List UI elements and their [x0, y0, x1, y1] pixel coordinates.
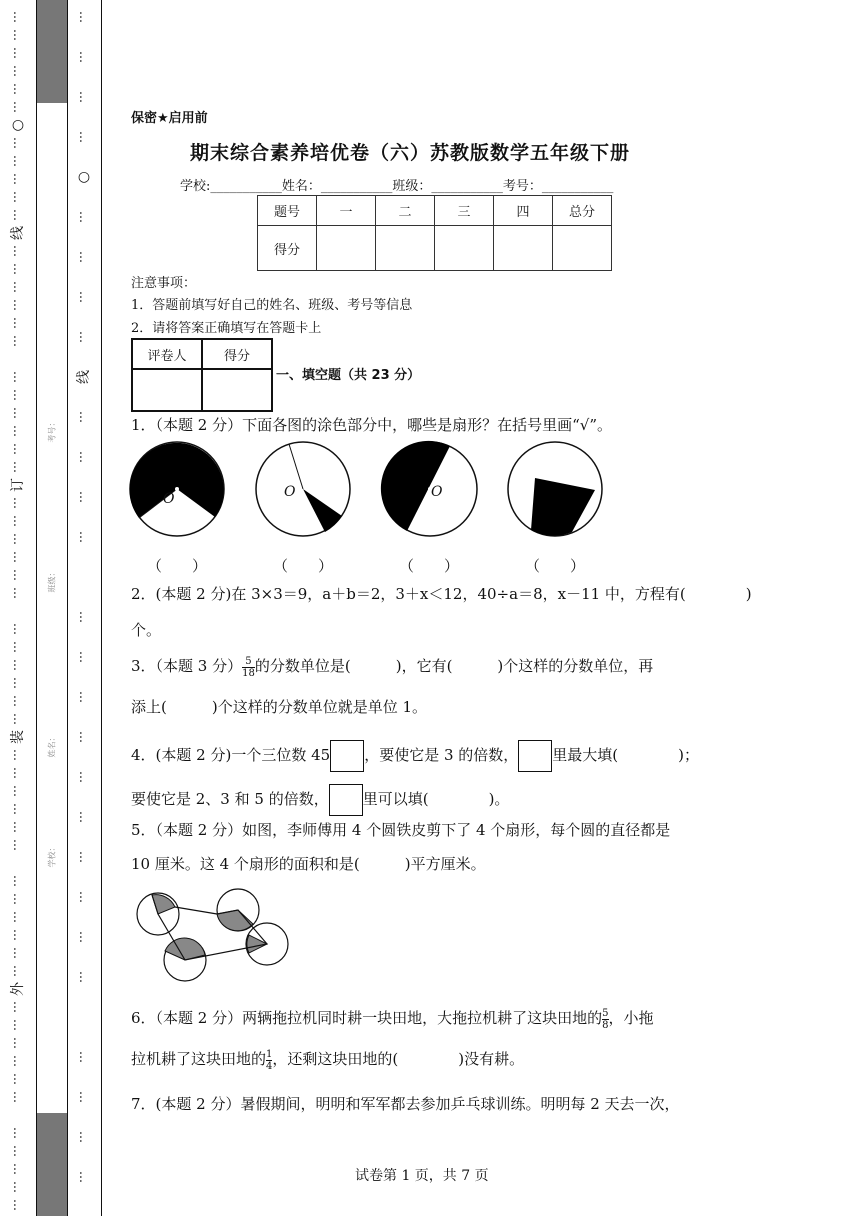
score-cell[interactable]: [376, 226, 435, 271]
fraction: [242, 656, 255, 679]
binding-dot: …: [11, 461, 25, 473]
binding-label: 线: [10, 226, 26, 240]
binding-dot: …: [11, 533, 25, 545]
digit-box[interactable]: [518, 740, 552, 772]
binding-dot: …: [11, 155, 25, 167]
question-6: [131, 1007, 654, 1031]
score-cell[interactable]: [435, 226, 494, 271]
score-cell[interactable]: [317, 226, 376, 271]
binding-dot: …: [11, 1199, 25, 1211]
binding-dot: …: [77, 251, 91, 263]
binding-dot: …: [77, 11, 91, 23]
secret-mark: 保密★启用前: [131, 111, 208, 126]
binding-dot: …: [11, 749, 25, 761]
binding-dot: …: [11, 551, 25, 563]
binding-edge-line: [101, 0, 102, 1216]
binding-dot: …: [77, 931, 91, 943]
digit-box[interactable]: [330, 740, 364, 772]
grader-score-cell[interactable]: [202, 369, 272, 411]
binding-dot: …: [11, 821, 25, 833]
q1-answer-blank[interactable]: （ ）: [399, 557, 460, 575]
q4-line2-post: 里可以填( )。: [362, 790, 510, 808]
score-cell[interactable]: [494, 226, 553, 271]
binding-dot: …: [11, 1073, 25, 1085]
binding-dot: …: [11, 47, 25, 59]
binding-dot: …: [11, 101, 25, 113]
binding-dot: …: [77, 891, 91, 903]
binding-border-line: [36, 0, 37, 1216]
binding-dot: …: [11, 1127, 25, 1139]
binding-dot: …: [11, 767, 25, 779]
binding-margin: [0, 0, 110, 1216]
binding-dot: …: [11, 389, 25, 401]
note-item: 2．请将答案正确填写在答题卡上: [131, 321, 322, 336]
binding-dot: …: [77, 331, 91, 343]
q1-figure-2: [256, 442, 350, 536]
question-3: [131, 655, 653, 679]
q5-figure: [125, 880, 295, 990]
question-3-cont: 添上( )个这样的分数单位就是单位 1。: [131, 698, 428, 716]
binding-dot: …: [11, 785, 25, 797]
binding-dot: …: [11, 1145, 25, 1157]
q3-prefix: 3．（本题 3 分）: [131, 657, 243, 675]
q1-answer-blank[interactable]: （ ）: [273, 557, 334, 575]
binding-dot: …: [77, 1051, 91, 1063]
binding-dot: …: [11, 497, 25, 509]
binding-label: 订: [10, 478, 26, 492]
score-header-cell: 一: [317, 196, 376, 226]
binding-dot: …: [77, 211, 91, 223]
gray-band-bottom: [37, 1113, 67, 1216]
q1-figure-1: [130, 442, 224, 536]
binding-dot: …: [11, 947, 25, 959]
binding-circle-mark: ○: [11, 117, 25, 133]
binding-dot: …: [77, 91, 91, 103]
fraction-denominator: 8: [602, 1019, 609, 1031]
score-row-label: 得分: [258, 226, 317, 271]
q4-prefix: 4．(本题 2 分)一个三位数 45: [131, 746, 331, 764]
section-title: 一、填空题（共 23 分）: [276, 368, 421, 383]
score-header-cell: 四: [494, 196, 553, 226]
binding-dot: …: [77, 1091, 91, 1103]
binding-dot: …: [11, 929, 25, 941]
binding-dot: …: [77, 51, 91, 63]
binding-dot: …: [11, 569, 25, 581]
binding-dot: …: [11, 209, 25, 221]
binding-inner-border: [67, 0, 68, 1216]
grader-label: 评卷人: [132, 339, 202, 369]
binding-dot: …: [11, 515, 25, 527]
fraction-numerator: 5: [242, 656, 255, 668]
binding-dot: …: [11, 965, 25, 977]
gray-band-top: [37, 0, 67, 103]
binding-dot: …: [11, 137, 25, 149]
q4-mid: ，要使它是 3 的倍数，: [364, 746, 519, 764]
binding-dot: …: [11, 317, 25, 329]
fraction-numerator: 5: [602, 1007, 609, 1019]
binding-dot: …: [11, 875, 25, 887]
binding-dot: …: [11, 29, 25, 41]
binding-dot: …: [77, 451, 91, 463]
binding-dot: …: [77, 1131, 91, 1143]
grader-score-label: 得分: [202, 339, 272, 369]
circle-center-label: O: [163, 491, 175, 507]
question-4-cont: [131, 784, 509, 816]
binding-dot: …: [11, 299, 25, 311]
binding-dot: …: [11, 371, 25, 383]
q4-line2-prefix: 要使它是 2、3 和 5 的倍数，: [131, 790, 329, 808]
circle-center-label: O: [431, 484, 443, 500]
binding-dot: …: [77, 771, 91, 783]
q1-answer-blank[interactable]: （ ）: [147, 557, 208, 575]
question-1: 1．（本题 2 分）下面各图的涂色部分中，哪些是扇形？在括号里画“√”。: [131, 416, 613, 434]
score-cell[interactable]: [553, 226, 612, 271]
fraction-denominator: 4: [266, 1060, 273, 1072]
binding-dot: …: [11, 245, 25, 257]
binding-label: 线: [76, 370, 92, 384]
score-header-cell: 总分: [553, 196, 612, 226]
exam-title: 期末综合素养培优卷（六）苏教版数学五年级下册: [190, 142, 631, 164]
notes-heading: 注意事项：: [131, 276, 197, 291]
binding-dot: …: [11, 65, 25, 77]
score-header-cell: 二: [376, 196, 435, 226]
binding-dot: …: [11, 713, 25, 725]
binding-dot: …: [11, 1163, 25, 1175]
binding-dot: …: [11, 191, 25, 203]
binding-dot: …: [11, 281, 25, 293]
binding-dot: …: [77, 651, 91, 663]
question-4: [131, 740, 699, 772]
faint-label-xuexiao: 学校：: [47, 843, 57, 868]
faint-label-banji: 班级：: [47, 568, 57, 593]
binding-dot: …: [77, 731, 91, 743]
q1-answer-blank[interactable]: （ ）: [525, 557, 586, 575]
note-item: 1．答题前填写好自己的姓名、班级、考号等信息: [131, 298, 413, 313]
binding-dot: …: [11, 587, 25, 599]
binding-label: 装: [10, 730, 26, 744]
binding-dot: …: [77, 291, 91, 303]
binding-dot: …: [77, 811, 91, 823]
binding-dot: …: [11, 695, 25, 707]
binding-label: 外: [10, 982, 26, 996]
binding-dot: …: [11, 407, 25, 419]
q3-text: 的分数单位是( )，它有( )个这样的分数单位，再: [254, 657, 654, 675]
grader-cell[interactable]: [132, 369, 202, 411]
binding-dot: …: [77, 531, 91, 543]
binding-dot: …: [77, 1171, 91, 1183]
q6-line2-prefix: 拉机耕了这块田地的: [131, 1050, 267, 1068]
binding-dot: …: [11, 659, 25, 671]
binding-dot: …: [11, 623, 25, 635]
binding-dot: …: [11, 1037, 25, 1049]
binding-dot: …: [77, 411, 91, 423]
q6-prefix: 6．（本题 2 分）两辆拖拉机同时耕一块田地，大拖拉机耕了这块田地的: [131, 1009, 603, 1027]
q6-line2-post: ，还剩这块田地的( )没有耕。: [272, 1050, 525, 1068]
page-footer: 试卷第 1 页，共 7 页: [355, 1168, 489, 1184]
binding-dot: …: [11, 893, 25, 905]
binding-dot: …: [77, 131, 91, 143]
binding-dot: …: [77, 851, 91, 863]
binding-dot: …: [11, 911, 25, 923]
student-info-line: 学校:___________姓名：___________班级：___________考号：___________: [180, 179, 614, 194]
binding-dot: …: [77, 611, 91, 623]
fraction-numerator: 1: [266, 1048, 273, 1060]
binding-dot: …: [11, 641, 25, 653]
score-header-cell: 题号: [258, 196, 317, 226]
binding-circle-mark: ○: [77, 169, 91, 185]
circle-center-label: O: [284, 484, 296, 500]
binding-dot: …: [11, 1001, 25, 1013]
q1-figure-4: [508, 442, 602, 536]
binding-dot: …: [11, 677, 25, 689]
binding-dot: …: [77, 971, 91, 983]
binding-dot: …: [11, 425, 25, 437]
digit-box[interactable]: [329, 784, 363, 816]
score-table: [257, 195, 612, 271]
binding-dot: …: [11, 263, 25, 275]
binding-dot: …: [11, 803, 25, 815]
q6-post: ，小拖: [608, 1009, 654, 1027]
binding-dot: …: [77, 491, 91, 503]
fraction-denominator: 18: [242, 667, 255, 679]
faint-label-kaohao: 考号：: [47, 418, 57, 443]
grader-table: [131, 338, 273, 412]
binding-dot: …: [11, 335, 25, 347]
binding-dot: …: [11, 839, 25, 851]
binding-dot: …: [77, 691, 91, 703]
question-5-cont: 10 厘米。这 4 个扇形的面积和是( )平方厘米。: [131, 855, 486, 873]
q1-figures: [125, 440, 615, 540]
question-7: 7．(本题 2 分）暑假期间，明明和军军都去参加乒乓球训练。明明每 2 天去一次，: [131, 1095, 680, 1113]
score-header-cell: 三: [435, 196, 494, 226]
binding-dot: …: [11, 11, 25, 23]
q4-post: 里最大填( )；: [552, 746, 699, 764]
binding-dot: …: [11, 443, 25, 455]
binding-dot: …: [11, 1181, 25, 1193]
question-2: 2．(本题 2 分)在 3×3＝9，a＋b＝2，3＋x＜12，40÷a＝8，x－11 中，方程有( ): [131, 585, 752, 603]
binding-dot: …: [11, 1055, 25, 1067]
binding-dot: …: [11, 83, 25, 95]
q1-figure-3: [381, 441, 477, 536]
binding-dot: …: [11, 1019, 25, 1031]
binding-dot: …: [11, 1091, 25, 1103]
question-5: 5．（本题 2 分）如图，李师傅用 4 个圆铁皮剪下了 4 个扇形，每个圆的直径都是: [131, 821, 671, 839]
faint-label-xingming: 姓名：: [47, 733, 57, 758]
question-6-cont: [131, 1048, 524, 1072]
question-2-cont: 个。: [131, 621, 162, 639]
binding-dot: …: [11, 173, 25, 185]
